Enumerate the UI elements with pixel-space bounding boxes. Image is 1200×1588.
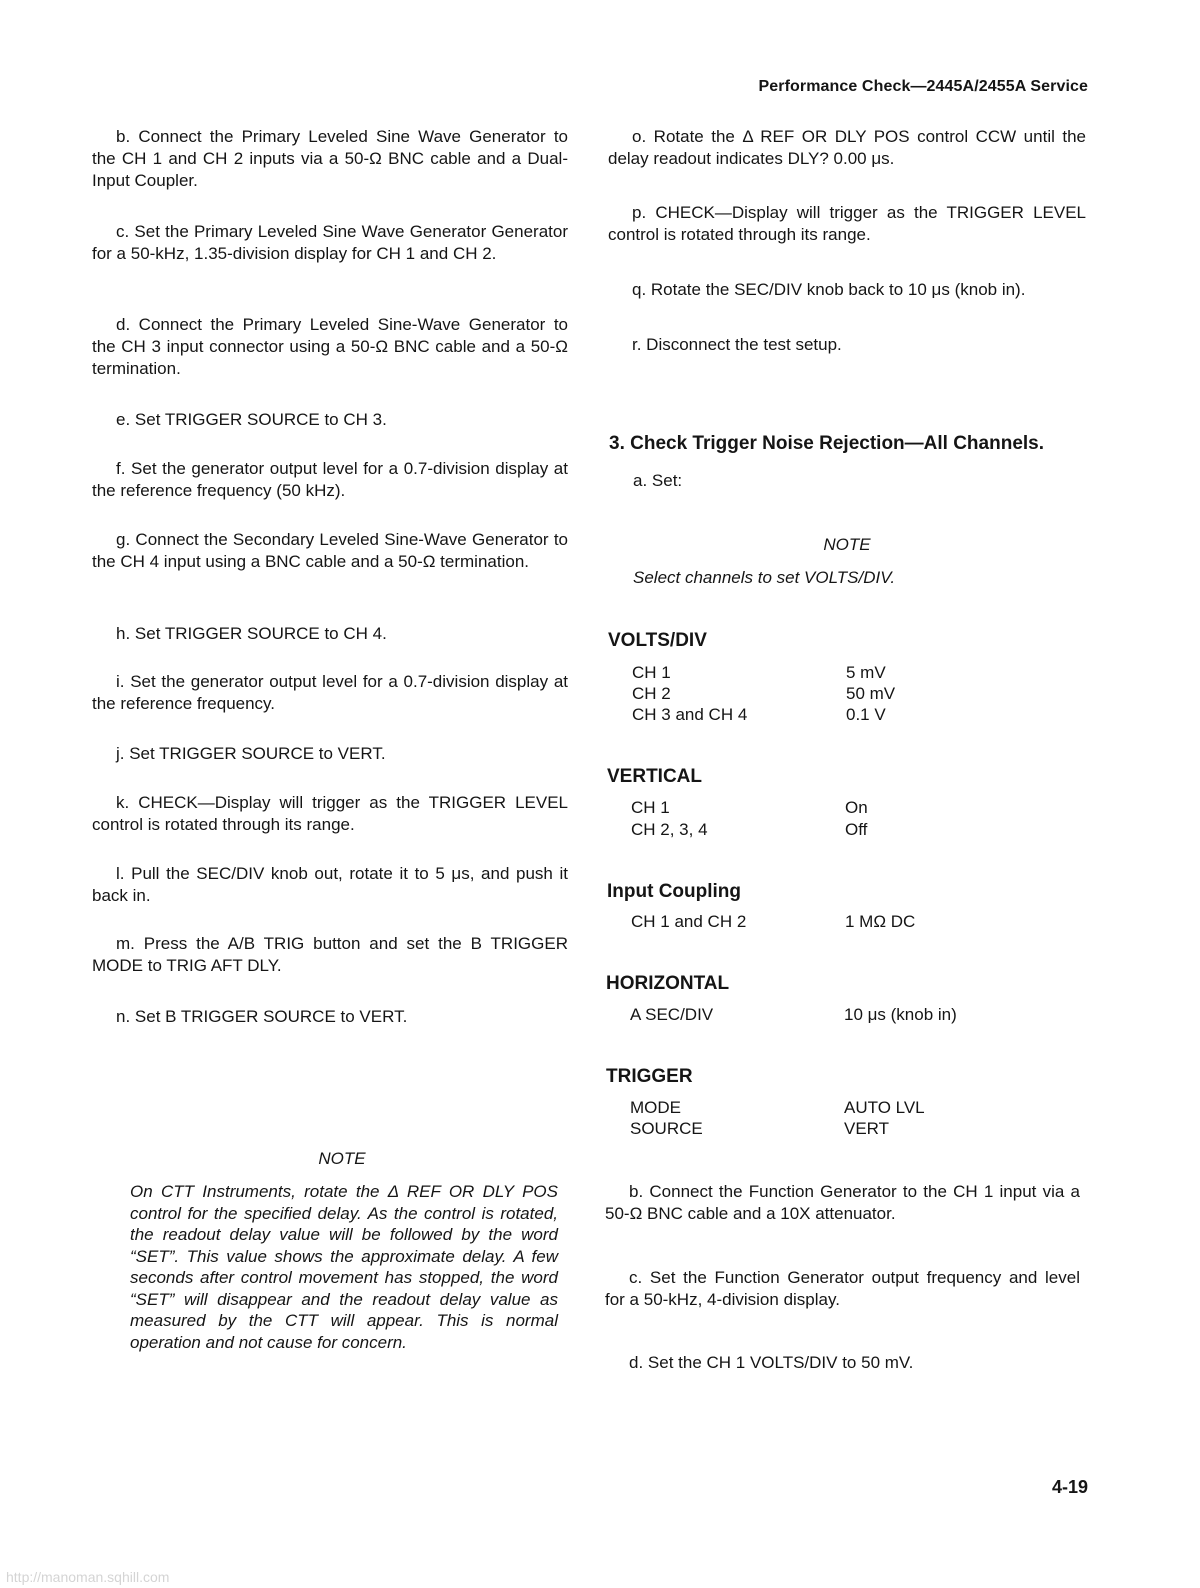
setting-key: MODE [630,1098,681,1117]
step-p-right: p. CHECK—Display will trigger as the TRIGGER LEVEL control is rotated through its range. [608,203,1086,244]
setting-key: CH 3 and CH 4 [632,705,748,724]
step-f-left: f. Set the generator output level for a 0.7-division display at the reference frequency (50 kHz). [92,459,568,500]
step-l-left: l. Pull the SEC/DIV knob out, rotate it to 5 μs, and push it back in. [92,864,568,905]
settings-volts-div [608,630,1088,730]
setting-key: CH 2, 3, 4 [631,820,708,839]
step-n-left: n. Set B TRIGGER SOURCE to VERT. [116,1007,408,1026]
step-d-left: d. Connect the Primary Leveled Sine-Wave Generator to the CH 3 input connector using a 50-Ω BNC cable and a 50-Ω termination. [92,315,568,378]
setting-value: 0.1 V [846,705,886,724]
section-3-title: 3. Check Trigger Noise Rejection—All Channels. [609,433,1045,454]
setting-value: On [845,798,868,817]
settings-vertical [607,766,1087,846]
step-h-left: h. Set TRIGGER SOURCE to CH 4. [116,624,387,643]
settings-horizontal [606,973,1086,1033]
setting-value: Off [845,820,868,839]
step-m-left: m. Press the A/B TRIG button and set the B TRIGGER MODE to TRIG AFT DLY. [92,934,568,975]
step-r-right: r. Disconnect the test setup. [632,335,842,354]
step-b-right: b. Connect the Function Generator to the CH 1 input via a 50-Ω BNC cable and a 10X attenuator. [605,1182,1080,1223]
setting-value: 50 mV [846,684,896,703]
trigger-title: TRIGGER [606,1066,693,1087]
step-b-left: b. Connect the Primary Leveled Sine Wave Generator to the CH 1 and CH 2 inputs via a 50-Ω BNC cable and a Dual-Input Coupler. [92,127,568,190]
setting-value: AUTO LVL [844,1098,925,1117]
vertical-title: VERTICAL [607,766,702,787]
setting-value: 1 MΩ DC [845,912,916,931]
input-coupling-title: Input Coupling [607,881,742,902]
section-3-note-title: NOTE [823,535,871,554]
step-j-left: j. Set TRIGGER SOURCE to VERT. [116,744,386,763]
page-number: 4-19 [1051,1477,1088,1497]
watermark: http://manoman.sqhill.com [6,1569,170,1585]
setting-key: CH 1 [632,663,671,682]
settings-trigger [606,1066,1086,1146]
left-note-title: NOTE [318,1149,366,1168]
setting-key: CH 2 [632,684,671,703]
step-c-right: c. Set the Function Generator output frequency and level for a 50-kHz, 4-division display. [605,1268,1080,1309]
step-e-left: e. Set TRIGGER SOURCE to CH 3. [116,410,387,429]
setting-value: 5 mV [846,663,886,682]
setting-value: 10 μs (knob in) [844,1005,957,1024]
step-d-right: d. Set the CH 1 VOLTS/DIV to 50 mV. [629,1353,914,1372]
step-k-left: k. CHECK—Display will trigger as the TRIGGER LEVEL control is rotated through its range. [92,793,568,834]
step-g-left: g. Connect the Secondary Leveled Sine-Wave Generator to the CH 4 input using a BNC cable and a 50-Ω termination. [92,530,568,571]
step-c-left: c. Set the Primary Leveled Sine Wave Generator Generator for a 50-kHz, 1.35-division display for CH 1 and CH 2. [92,222,568,263]
setting-key: A SEC/DIV [630,1005,714,1024]
section-3-step-a: a. Set: [633,471,683,490]
setting-key: SOURCE [630,1119,703,1138]
horizontal-title: HORIZONTAL [606,973,730,994]
step-q-right: q. Rotate the SEC/DIV knob back to 10 μs (knob in). [632,280,1026,299]
running-header: Performance Check—2445A/2455A Service [758,78,1088,95]
step-i-left: i. Set the generator output level for a 0.7-division display at the reference frequency. [92,672,568,713]
step-o-right: o. Rotate the Δ REF OR DLY POS control CCW until the delay readout indicates DLY? 0.00 μs. [608,127,1086,168]
settings-input-coupling [607,881,1087,941]
setting-key: CH 1 and CH 2 [631,912,747,931]
setting-key: CH 1 [631,798,670,817]
volts-div-title: VOLTS/DIV [608,630,707,651]
setting-value: VERT [844,1119,890,1138]
section-3-note-body: Select channels to set VOLTS/DIV. [633,568,896,587]
left-note-body: On CTT Instruments, rotate the Δ REF OR DLY POS control for the specified delay. As the control is rotated, the readout delay value will be followed by the word “SET”. This value shows the approximate delay. A few seconds after control movement has stopped, the word “SET” will disappear and the readout delay value as measured by the CTT will appear. This is normal operation and not cause for concern. [130,1182,558,1352]
